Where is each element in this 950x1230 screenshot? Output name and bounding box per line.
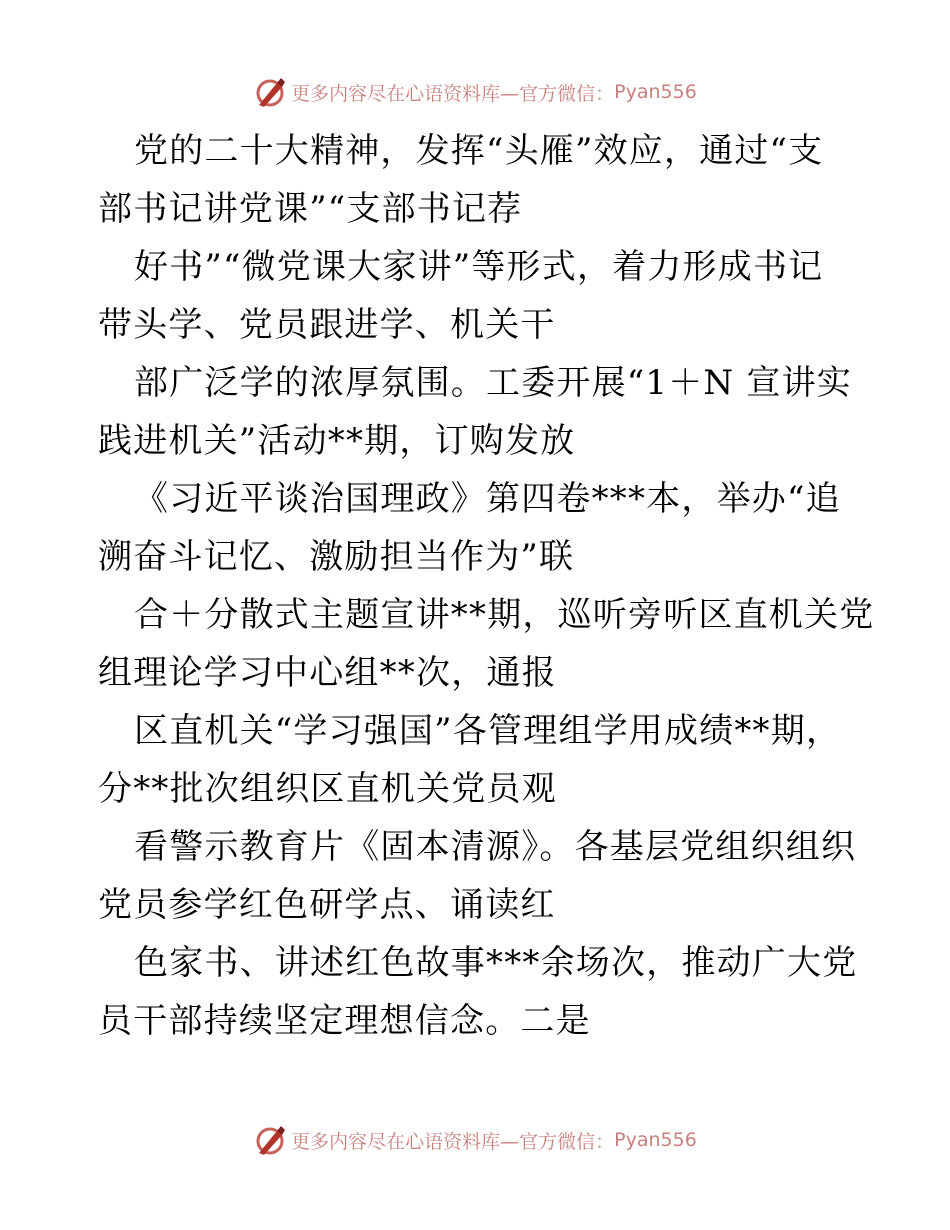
- text-line: 部广泛学的浓厚氛围。工委开展“1＋N 宣讲实: [134, 363, 852, 403]
- text-line: 党员参学红色研学点、诵读红: [98, 885, 556, 925]
- text-line: 践进机关”活动**期，订购发放: [98, 421, 576, 461]
- watermark-wechat-id: Pyan556: [614, 81, 697, 103]
- text-line: 区直机关“学习强国”各管理组学用成绩**期，: [134, 711, 842, 751]
- text-line: 《习近平谈治国理政》第四卷***本，举办“追: [134, 479, 841, 519]
- text-line: 色家书、讲述红色故事***余场次，推动广大党: [134, 943, 858, 983]
- text-line: 部书记讲党课”“支部书记荐: [98, 189, 523, 229]
- text-line: 组理论学习中心组**次，通报: [98, 653, 557, 693]
- text-line: 看警示教育片《固本清源》。各基层党组织组织: [134, 827, 857, 867]
- text-line: 带头学、党员跟进学、机关干: [98, 305, 556, 345]
- text-line: 好书”“微党课大家讲”等形式，着力形成书记: [134, 247, 824, 287]
- text-line: 员干部持续坚定理想信念。二是: [98, 1001, 591, 1041]
- pen-logo-icon: [253, 1123, 287, 1157]
- footer-watermark: [0, 1120, 950, 1160]
- text-line: 溯奋斗记忆、激励担当作为”联: [98, 537, 575, 577]
- header-watermark: [0, 72, 950, 112]
- text-line: 分**批次组织区直机关党员观: [98, 769, 557, 809]
- text-line: 党的二十大精神，发挥“头雁”效应，通过“支: [134, 131, 824, 171]
- text-line: 合＋分散式主题宣讲**期，巡听旁听区直机关党: [134, 595, 875, 635]
- pen-logo-icon: [253, 75, 287, 109]
- document-body: [98, 122, 875, 1050]
- watermark-text: 更多内容尽在心语资料库—官方微信：: [291, 1130, 615, 1153]
- watermark-wechat-id: Pyan556: [614, 1129, 697, 1151]
- watermark-text: 更多内容尽在心语资料库—官方微信：: [291, 82, 615, 105]
